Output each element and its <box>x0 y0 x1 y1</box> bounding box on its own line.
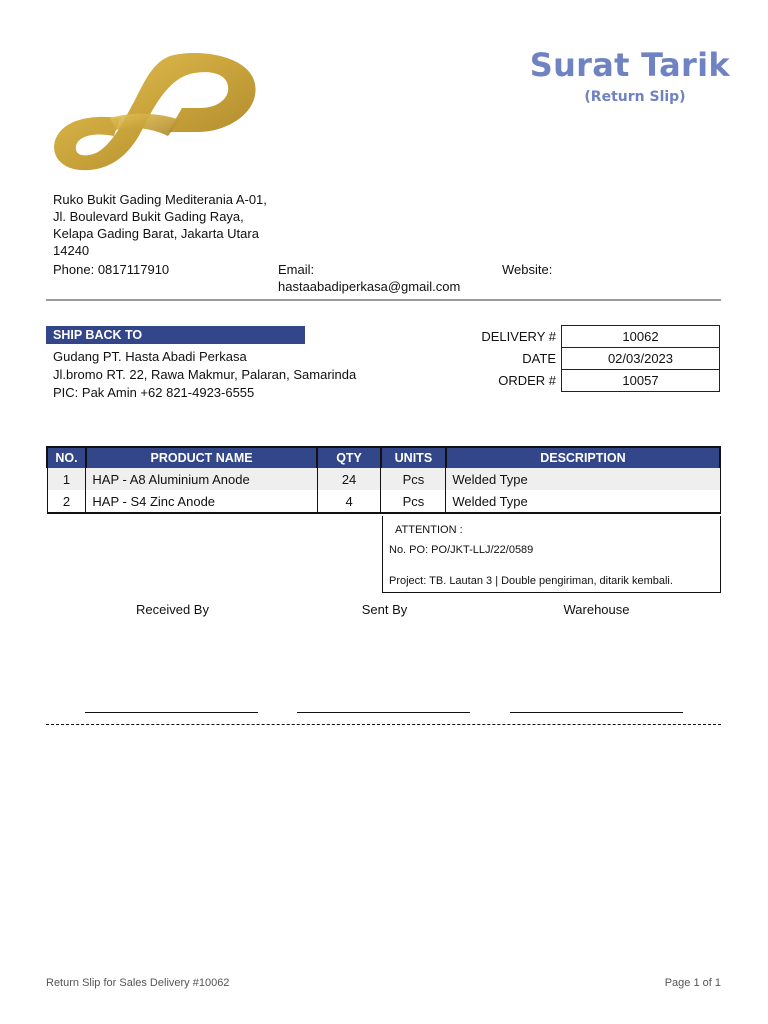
cell-product: HAP - A8 Aluminium Anode <box>86 468 317 490</box>
footer-page-number: Page 1 of 1 <box>664 977 721 989</box>
cell-product: HAP - S4 Zinc Anode <box>86 490 317 513</box>
attention-project: Project: TB. Lautan 3 | Double pengiriman, ditarik kembali. <box>389 575 673 587</box>
attention-po: No. PO: PO/JKT-LLJ/22/0589 <box>389 544 534 556</box>
meta-label: DELIVERY # <box>481 329 556 344</box>
cell-no: 1 <box>47 468 86 490</box>
email-value: hastaabadiperkasa@gmail.com <box>278 279 461 294</box>
col-header-units: UNITS <box>381 447 446 468</box>
col-header-qty: QTY <box>317 447 381 468</box>
attention-label: ATTENTION : <box>395 524 463 536</box>
attention-box <box>382 516 721 593</box>
header-divider <box>46 299 721 301</box>
document-title: Surat Tarik <box>529 46 730 84</box>
signature-line <box>85 712 258 713</box>
address-line: Ruko Bukit Gading Mediterania A-01, <box>53 192 267 207</box>
meta-row <box>440 348 720 370</box>
cell-qty: 24 <box>317 468 381 490</box>
ship-line: Gudang PT. Hasta Abadi Perkasa <box>53 349 247 364</box>
meta-value: 10062 <box>562 326 720 348</box>
hap-logo-icon <box>50 48 260 174</box>
ship-line: Jl.bromo RT. 22, Rawa Makmur, Palaran, Samarinda <box>53 367 357 382</box>
meta-row <box>440 326 720 348</box>
ship-line: PIC: Pak Amin +62 821-4923-6555 <box>53 385 255 400</box>
document-subtitle: (Return Slip) <box>584 89 686 105</box>
email-label: Email: <box>278 262 315 277</box>
company-phone: Phone: 0817117910 <box>53 262 170 277</box>
meta-row <box>440 370 720 392</box>
table-row <box>47 490 720 513</box>
signature-warehouse: Warehouse <box>563 602 630 617</box>
signature-received-by: Received By <box>136 602 209 617</box>
table-header-row <box>47 447 720 468</box>
cell-no: 2 <box>47 490 86 513</box>
footer-reference: Return Slip for Sales Delivery #10062 <box>46 977 230 989</box>
col-header-no: NO. <box>47 447 86 468</box>
cell-description: Welded Type <box>446 490 720 513</box>
ship-back-heading: SHIP BACK TO <box>46 326 305 344</box>
address-line: 14240 <box>53 243 90 258</box>
address-line: Jl. Boulevard Bukit Gading Raya, <box>53 209 244 224</box>
signature-line <box>297 712 470 713</box>
ship-back-address <box>53 348 356 402</box>
website-label: Website: <box>502 262 553 277</box>
table-row <box>47 468 720 490</box>
meta-value: 02/03/2023 <box>562 348 720 370</box>
meta-label: DATE <box>522 351 556 366</box>
cell-units: Pcs <box>381 468 446 490</box>
signature-line <box>510 712 683 713</box>
cell-description: Welded Type <box>446 468 720 490</box>
col-header-description: DESCRIPTION <box>446 447 720 468</box>
signature-sent-by: Sent By <box>361 602 408 617</box>
cell-qty: 4 <box>317 490 381 513</box>
company-address <box>53 191 267 259</box>
cell-units: Pcs <box>381 490 446 513</box>
delivery-meta-table <box>440 325 720 392</box>
items-table <box>46 446 721 514</box>
cut-line <box>46 724 721 725</box>
address-line: Kelapa Gading Barat, Jakarta Utara <box>53 226 259 241</box>
col-header-product: PRODUCT NAME <box>86 447 317 468</box>
meta-value: 10057 <box>562 370 720 392</box>
meta-label: ORDER # <box>498 373 556 388</box>
company-email-block <box>278 261 460 295</box>
